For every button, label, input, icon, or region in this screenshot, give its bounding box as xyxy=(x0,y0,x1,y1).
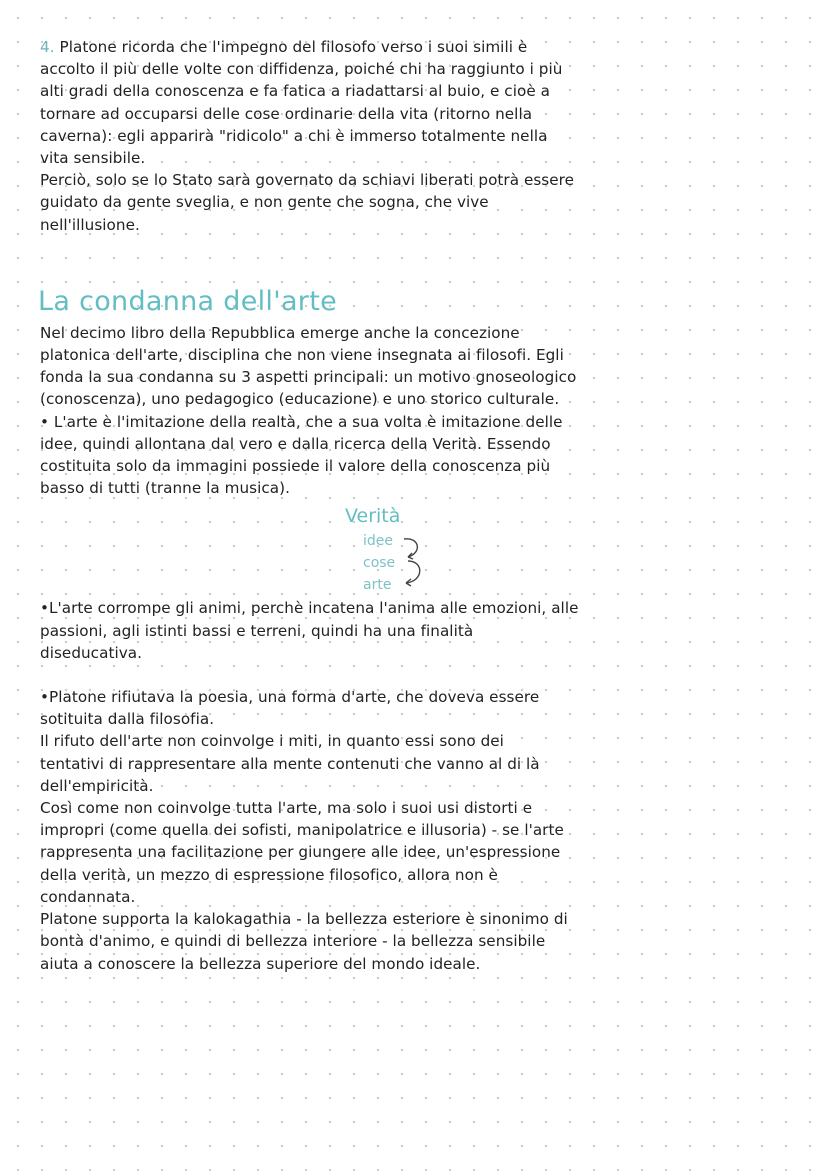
text-line: Così come non coinvolge tutta l'arte, ma solo i suoi usi distorti e xyxy=(40,799,533,818)
text-line: vita sensibile. xyxy=(40,149,146,168)
text-line: impropri (come quella dei sofisti, manipolatrice e illusoria) - se l'arte xyxy=(40,821,564,840)
text-line: 4. Platone ricorda che l'impegno del filosofo verso i suoi simili è xyxy=(40,38,528,56)
text-line: (conoscenza), uno pedagogico (educazione) e uno storico culturale. xyxy=(40,390,560,409)
text-line: Platone supporta la kalokagathia - la bellezza esteriore è sinonimo di xyxy=(40,910,568,929)
text-line: •Platone rifiutava la poesia, una forma d'arte, che doveva essere xyxy=(40,688,540,707)
text-line: guidato da gente sveglia, e non gente che sogna, che vive xyxy=(40,193,489,212)
text-line: • L'arte è l'imitazione della realtà, che a sua volta è imitazione delle xyxy=(40,412,563,431)
paragraph-poetry xyxy=(40,686,790,975)
section-point-4 xyxy=(40,36,790,236)
point-number: 4. xyxy=(40,38,55,56)
text-line: tentativi di rappresentare alla mente contenuti che vanno al di là xyxy=(40,754,540,773)
text-line: dell'empiricità. xyxy=(40,776,154,795)
intro-paragraph xyxy=(40,322,790,500)
diagram-top-label: Verità xyxy=(345,505,401,528)
text-line: caverna): egli apparirà "ridicolo" a chi è immerso totalmente nella xyxy=(40,126,548,145)
text-line: tornare ad occuparsi delle cose ordinarie della vita (ritorno nella xyxy=(40,104,533,123)
text-line: aiuta a conoscere la bellezza superiore del mondo ideale. xyxy=(40,954,481,973)
text-line: bontà d'animo, e quindi di bellezza interiore - la bellezza sensibile xyxy=(40,932,546,951)
text-line: idee, quindi allontana dal vero e dalla ricerca della Verità. Essendo xyxy=(40,434,551,453)
text-line: sotituita dalla filosofia. xyxy=(40,710,215,729)
text-line: alti gradi della conoscenza e fa fatica a riadattarsi al buio, e cioè a xyxy=(40,82,550,101)
text-line: fonda la sua condanna su 3 aspetti principali: un motivo gnoseologico xyxy=(40,368,577,387)
text-line: platonica dell'arte, disciplina che non viene insegnata ai filosofi. Egli xyxy=(40,346,564,365)
text-line: Il rifuto dell'arte non coinvolge i miti, in quanto essi sono dei xyxy=(40,732,504,751)
diagram-level-arte: arte xyxy=(363,577,392,594)
text-line: passioni, agli istinti bassi e terreni, quindi ha una finalità xyxy=(40,621,474,640)
diagram-level-cose: cose xyxy=(363,555,396,572)
paragraph-art-corrupts xyxy=(40,597,790,664)
text-line: Perciò, solo se lo Stato sarà governato da schiavi liberati potrà essere xyxy=(40,171,575,190)
text-line: basso di tutti (tranne la musica). xyxy=(40,479,290,498)
text-line: nell'illusione. xyxy=(40,215,140,234)
section-title: La condanna dell'arte xyxy=(38,285,338,317)
curved-arrow-icon xyxy=(402,531,432,591)
text-line: condannata. xyxy=(40,887,136,906)
diagram-level-idee: idee xyxy=(363,533,394,550)
text-line: •L'arte corrompe gli animi, perchè incatena l'anima alle emozioni, alle xyxy=(40,599,579,618)
text-line: della verità, un mezzo di espressione filosofico, allora non è xyxy=(40,865,498,884)
imitation-diagram xyxy=(40,503,790,594)
text-line: diseducativa. xyxy=(40,643,142,662)
note-page xyxy=(40,36,790,975)
text-line: costituita solo da immagini possiede il valore della conoscenza più xyxy=(40,457,551,476)
text-line: accolto il più delle volte con diffidenza, poiché chi ha raggiunto i più xyxy=(40,60,563,79)
text-line: Nel decimo libro della Repubblica emerge anche la concezione xyxy=(40,323,520,342)
text-line: rappresenta una facilitazione per giungere alle idee, un'espressione xyxy=(40,843,561,862)
